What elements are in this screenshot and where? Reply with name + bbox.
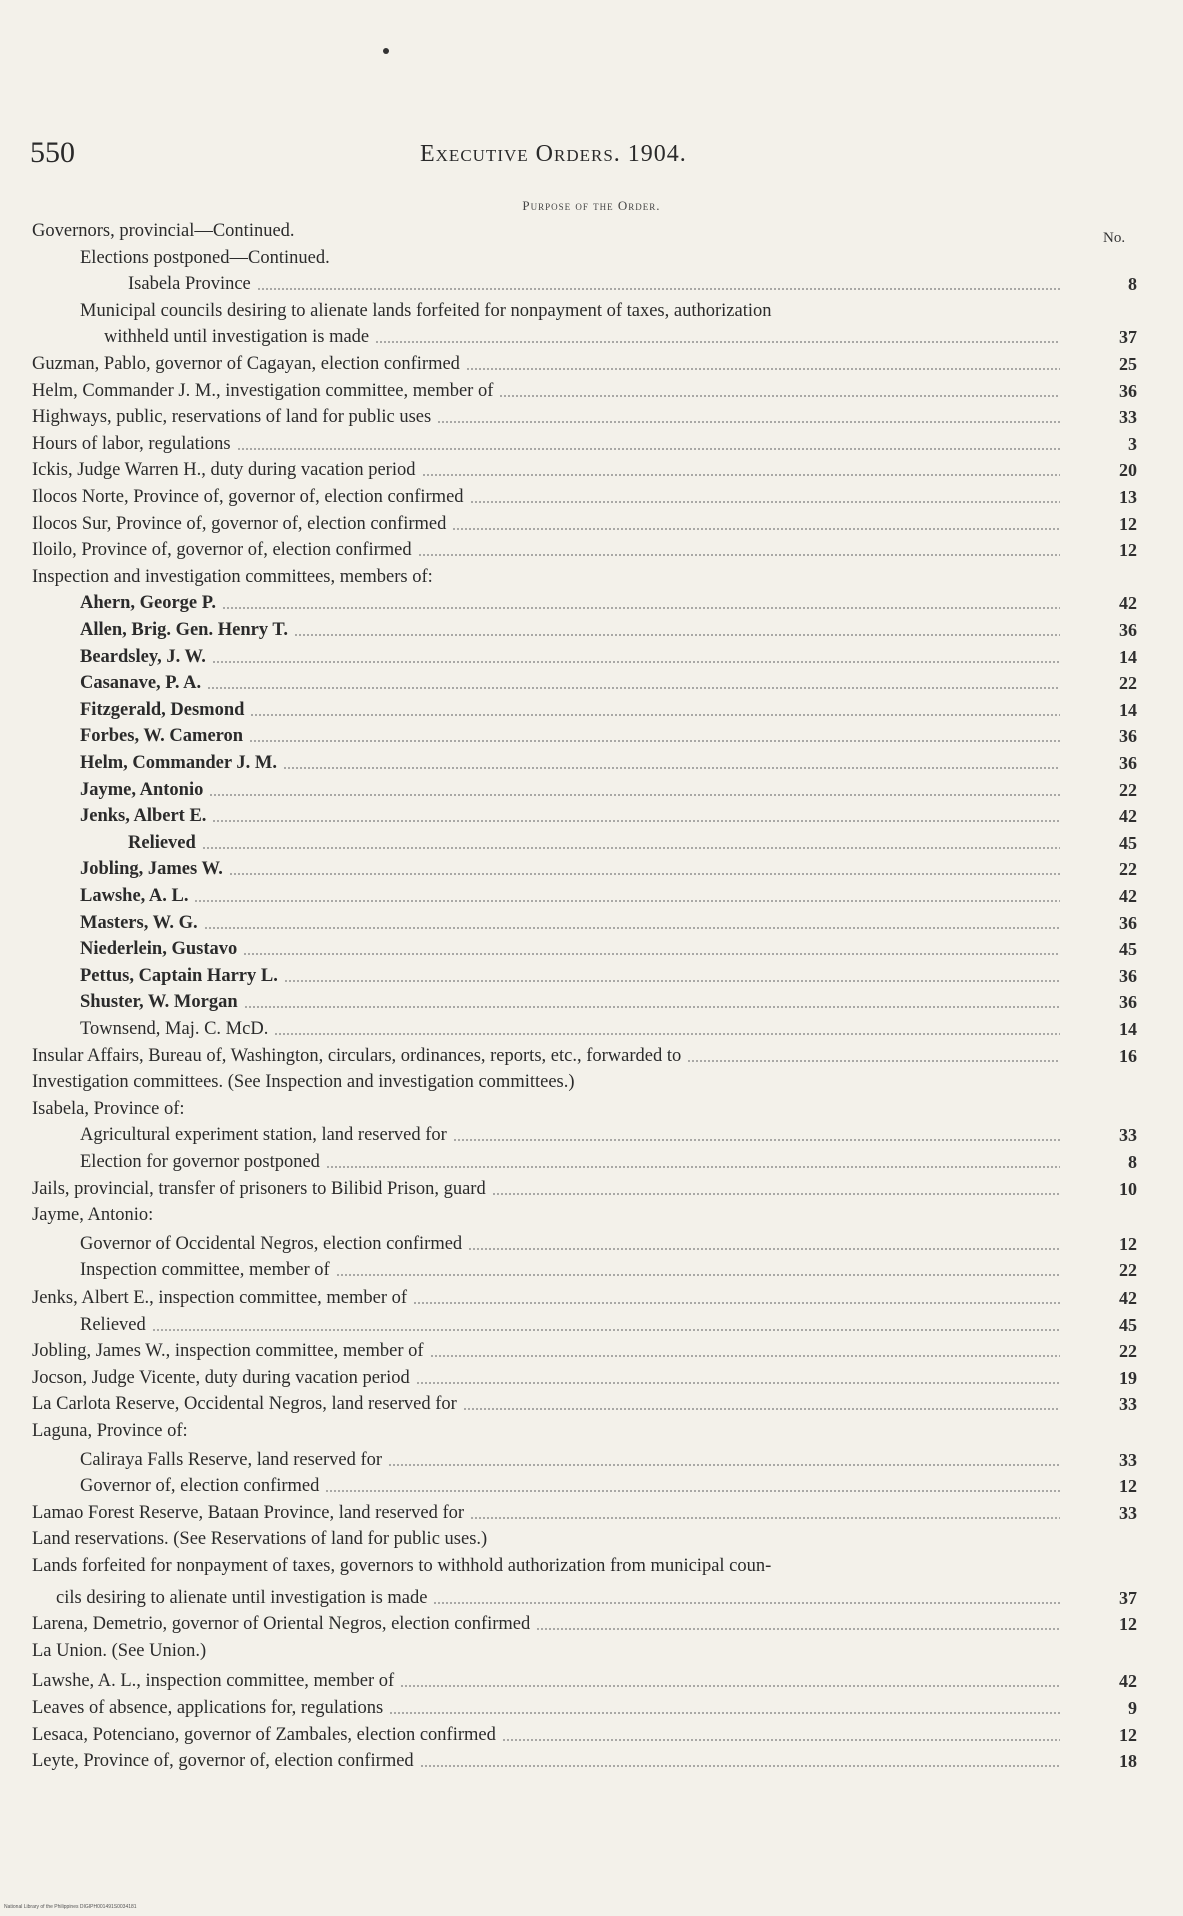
printer-dot-mark: [383, 48, 389, 54]
index-entry: [80, 803, 1060, 829]
index-entry: [80, 1312, 1060, 1338]
entry-text: Governors, provincial—Continued.: [32, 221, 295, 241]
entry-text: Agricultural experiment station, land reserved for: [80, 1125, 447, 1146]
index-entry: [80, 1231, 1060, 1257]
index-entry: [80, 750, 1060, 776]
entry-text: Jenks, Albert E.: [80, 806, 207, 827]
entry-text: Leyte, Province of, governor of, election confirmed: [32, 1751, 414, 1772]
entry-text: Relieved: [128, 832, 196, 853]
entry-text: Niederlein, Gustavo: [80, 939, 238, 960]
order-number: 22: [1119, 673, 1137, 694]
leader-dots: [202, 847, 1060, 849]
index-entry: [80, 245, 1060, 271]
index-entry: [32, 564, 1060, 590]
index-entry: [32, 537, 1060, 563]
order-number: 14: [1119, 1019, 1137, 1039]
order-number: 22: [1119, 859, 1137, 880]
index-entry: [80, 910, 1060, 936]
order-number: 12: [1119, 513, 1137, 534]
leader-dots: [222, 607, 1060, 609]
index-entry: [32, 511, 1060, 537]
index-entry: [32, 1096, 1060, 1122]
order-number: 10: [1119, 1178, 1137, 1199]
leader-dots: [283, 767, 1060, 769]
leader-dots: [194, 900, 1060, 902]
leader-dots: [418, 554, 1060, 556]
order-number: 42: [1119, 593, 1137, 614]
entry-text: Jobling, James W.: [80, 859, 223, 880]
order-number: 12: [1119, 1233, 1137, 1254]
leader-dots: [422, 474, 1061, 476]
order-number: 22: [1119, 1260, 1137, 1281]
order-number: 33: [1119, 1502, 1137, 1523]
entry-text: Jails, provincial, transfer of prisoners to Bilibid Prison, guard: [32, 1178, 486, 1199]
leader-dots: [466, 368, 1060, 370]
index-entry: [80, 989, 1060, 1015]
leader-dots: [284, 980, 1060, 982]
index-entry: [32, 1668, 1060, 1694]
entry-text: La Union. (See Union.): [32, 1640, 207, 1661]
index-entry: [32, 1500, 1060, 1526]
index-entry: [56, 1585, 1060, 1611]
index-entry: [32, 1043, 1060, 1069]
leader-dots: [502, 1739, 1060, 1741]
order-number: 36: [1119, 753, 1137, 773]
entry-text: Inspection and investigation committees, members of:: [32, 566, 433, 587]
index-entry: [32, 1365, 1060, 1391]
order-number: 42: [1119, 1671, 1137, 1692]
leader-dots: [389, 1712, 1060, 1714]
leader-dots: [336, 1274, 1060, 1276]
order-number: 20: [1119, 460, 1137, 481]
entry-text: Iloilo, Province of, governor of, election confirmed: [32, 540, 412, 561]
index-entry: [32, 431, 1060, 457]
entry-text: cils desiring to alienate until investigation is made: [56, 1587, 428, 1608]
order-number: 12: [1119, 1476, 1137, 1497]
index-entry: [32, 1611, 1060, 1637]
leader-dots: [250, 714, 1060, 716]
leader-dots: [326, 1166, 1060, 1168]
order-number: 18: [1119, 1751, 1137, 1772]
order-number: 36: [1119, 965, 1137, 986]
order-number: 42: [1119, 806, 1137, 827]
entry-text: Highways, public, reservations of land for public uses: [32, 407, 432, 428]
index-entry: [128, 830, 1060, 856]
index-entry: [32, 484, 1060, 510]
entry-text: Allen, Brig. Gen. Henry T.: [80, 620, 288, 640]
index-entry: [32, 1202, 1060, 1228]
index-entry: [80, 617, 1060, 643]
index-entry: [32, 1695, 1060, 1721]
order-number: 19: [1119, 1367, 1137, 1388]
order-number: 12: [1119, 540, 1137, 561]
order-number: 36: [1119, 726, 1137, 747]
order-number: 22: [1119, 1341, 1137, 1362]
order-number: 36: [1119, 912, 1137, 933]
leader-dots: [433, 1602, 1060, 1604]
running-head: Executive Orders. 1904.: [420, 141, 687, 167]
leader-dots: [453, 1139, 1060, 1141]
leader-dots: [212, 661, 1060, 663]
entry-text: Hours of labor, regulations: [32, 433, 231, 454]
index-entry: [80, 1447, 1060, 1473]
entry-text: Townsend, Maj. C. McD.: [80, 1019, 269, 1039]
leader-dots: [212, 820, 1060, 822]
entry-text: Lands forfeited for nonpayment of taxes, governors to withhold authorization from municipal coun-: [32, 1556, 772, 1576]
leader-dots: [257, 288, 1060, 290]
entry-text: Election for governor postponed: [80, 1152, 320, 1172]
entry-text: Ilocos Norte, Province of, governor of, election confirmed: [32, 487, 464, 507]
index-entry: [80, 697, 1060, 723]
entry-text: Jenks, Albert E., inspection committee, member of: [32, 1288, 408, 1308]
leader-dots: [430, 1355, 1060, 1357]
index-entry: [80, 1149, 1060, 1175]
index-entry: [32, 1722, 1060, 1748]
entry-text: Helm, Commander J. M.: [80, 753, 277, 773]
leader-dots: [687, 1060, 1060, 1062]
entry-text: Beardsley, J. W.: [80, 646, 206, 667]
index-entry: [32, 1748, 1060, 1774]
order-number: 36: [1119, 992, 1137, 1013]
order-number: 42: [1119, 1288, 1137, 1308]
order-number: 45: [1119, 939, 1137, 960]
order-number: 13: [1119, 487, 1137, 507]
leader-dots: [492, 1193, 1060, 1195]
entry-text: Guzman, Pablo, governor of Cagayan, election confirmed: [32, 354, 460, 374]
entry-text: Investigation committees. (See Inspection and investigation committees.): [32, 1072, 575, 1093]
entry-text: Ahern, George P.: [80, 593, 216, 614]
order-number: 22: [1119, 779, 1137, 800]
leader-dots: [420, 1765, 1060, 1767]
entry-text: Municipal councils desiring to alienate lands forfeited for nonpayment of taxes, authorization: [80, 300, 772, 321]
order-number: 14: [1119, 646, 1137, 667]
entry-text: Lesaca, Potenciano, governor of Zambales, election confirmed: [32, 1724, 496, 1745]
order-number: 12: [1119, 1614, 1137, 1635]
order-number: 25: [1119, 354, 1137, 374]
index-entry: [32, 1285, 1060, 1311]
index-entry: [80, 777, 1060, 803]
index-entry: [80, 1473, 1060, 1499]
order-number: 36: [1119, 620, 1137, 640]
index-entry: [80, 883, 1060, 909]
entry-text: Laguna, Province of:: [32, 1421, 188, 1441]
section-subhead: Purpose of the Order.: [522, 198, 661, 213]
order-number: 36: [1119, 380, 1137, 401]
entry-text: Governor of, election confirmed: [80, 1476, 320, 1497]
entry-text: Leaves of absence, applications for, regulations: [32, 1698, 384, 1718]
page-number: 550: [30, 136, 75, 169]
order-number: 12: [1119, 1724, 1137, 1745]
index-entry: [32, 1638, 1060, 1664]
index-entry: [80, 963, 1060, 989]
order-number: 9: [1128, 1698, 1137, 1718]
entry-text: Jayme, Antonio: [80, 779, 204, 800]
index-entry: [32, 404, 1060, 430]
entry-text: Forbes, W. Cameron: [80, 726, 244, 747]
entry-text: Lawshe, A. L., inspection committee, member of: [32, 1671, 395, 1692]
leader-dots: [470, 501, 1060, 503]
leader-dots: [237, 448, 1060, 450]
order-number: 33: [1119, 407, 1137, 428]
leader-dots: [499, 395, 1060, 397]
entry-text: La Carlota Reserve, Occidental Negros, land reserved for: [32, 1394, 457, 1415]
leader-dots: [437, 421, 1060, 423]
index-entry: [80, 1016, 1060, 1042]
entry-text: Relieved: [80, 1314, 146, 1335]
entry-text: Isabela, Province of:: [32, 1098, 185, 1119]
entry-text: Larena, Demetrio, governor of Oriental Negros, election confirmed: [32, 1614, 531, 1635]
leader-dots: [207, 687, 1060, 689]
entry-text: Inspection committee, member of: [80, 1260, 330, 1281]
index-entry: [80, 936, 1060, 962]
leader-dots: [249, 740, 1060, 742]
leader-dots: [204, 927, 1060, 929]
leader-dots: [229, 873, 1060, 875]
order-number: 42: [1119, 886, 1137, 906]
entry-text: Caliraya Falls Reserve, land reserved for: [80, 1449, 383, 1470]
order-number: 37: [1119, 327, 1137, 348]
order-number: 16: [1119, 1045, 1137, 1066]
order-number: 33: [1119, 1449, 1137, 1470]
leader-dots: [152, 1329, 1060, 1331]
index-entry: [80, 723, 1060, 749]
leader-dots: [243, 953, 1060, 955]
entry-text: Lawshe, A. L.: [80, 886, 189, 906]
order-number: 45: [1119, 1314, 1137, 1335]
index-entry: [80, 644, 1060, 670]
entry-text: Pettus, Captain Harry L.: [80, 965, 278, 986]
index-entry: [32, 218, 1060, 244]
index-entry: [128, 271, 1060, 297]
order-number: 37: [1119, 1587, 1137, 1608]
index-entry: [32, 378, 1060, 404]
entry-text: Elections postponed—Continued.: [80, 247, 330, 268]
index-entry: [80, 670, 1060, 696]
leader-dots: [452, 528, 1060, 530]
index-entry: [80, 1122, 1060, 1148]
entry-text: Insular Affairs, Bureau of, Washington, circulars, ordinances, reports, etc., forwarded to: [32, 1045, 682, 1066]
index-entry: [32, 1176, 1060, 1202]
index-entry: [80, 298, 1060, 324]
leader-dots: [463, 1408, 1060, 1410]
leader-dots: [416, 1382, 1060, 1384]
entry-text: Lamao Forest Reserve, Bataan Province, land reserved for: [32, 1502, 465, 1523]
number-column-label: No.: [1103, 230, 1126, 246]
entry-text: Governor of Occidental Negros, election confirmed: [80, 1233, 463, 1254]
leader-dots: [536, 1628, 1060, 1630]
entry-text: Casanave, P. A.: [80, 673, 202, 694]
entry-text: Helm, Commander J. M., investigation committee, member of: [32, 380, 494, 401]
index-entry: [32, 1553, 1060, 1579]
leader-dots: [209, 794, 1060, 796]
order-number: 3: [1128, 433, 1137, 454]
leader-dots: [375, 341, 1060, 343]
order-number: 45: [1119, 832, 1137, 853]
index-entry: [80, 856, 1060, 882]
entry-text: Jocson, Judge Vicente, duty during vacation period: [32, 1367, 410, 1388]
leader-dots: [470, 1517, 1060, 1519]
leader-dots: [468, 1248, 1060, 1250]
leader-dots: [274, 1033, 1060, 1035]
entry-text: Ickis, Judge Warren H., duty during vacation period: [32, 460, 416, 481]
entry-text: Isabela Province: [128, 274, 251, 295]
index-entry: [80, 1257, 1060, 1283]
index-entry: [80, 590, 1060, 616]
leader-dots: [244, 1006, 1060, 1008]
index-entry: [32, 1338, 1060, 1364]
entry-text: Jobling, James W., inspection committee, member of: [32, 1341, 424, 1362]
order-number: 33: [1119, 1394, 1137, 1415]
entry-text: Masters, W. G.: [80, 912, 198, 933]
entry-text: Shuster, W. Morgan: [80, 992, 238, 1013]
order-number: 8: [1128, 274, 1137, 295]
leader-dots: [325, 1490, 1060, 1492]
entry-text: Fitzgerald, Desmond: [80, 699, 245, 720]
index-entry: [32, 1418, 1060, 1444]
order-number: 14: [1119, 699, 1137, 720]
index-entry: [32, 1069, 1060, 1095]
entry-text: withheld until investigation is made: [104, 327, 370, 348]
index-entry: [104, 324, 1060, 350]
index-entry: [32, 457, 1060, 483]
entry-text: Land reservations. (See Reservations of land for public uses.): [32, 1529, 488, 1550]
order-number: 8: [1128, 1152, 1137, 1172]
entry-text: Ilocos Sur, Province of, governor of, election confirmed: [32, 513, 447, 534]
index-entry: [32, 1391, 1060, 1417]
entry-text: Jayme, Antonio:: [32, 1205, 154, 1226]
leader-dots: [400, 1685, 1060, 1687]
archive-footer: National Library of the Philippines DIGIPH001491S0034181: [4, 1904, 137, 1910]
order-number: 33: [1119, 1125, 1137, 1146]
leader-dots: [294, 634, 1060, 636]
index-entry: [32, 351, 1060, 377]
leader-dots: [388, 1464, 1060, 1466]
index-entry: [32, 1526, 1060, 1552]
leader-dots: [413, 1302, 1060, 1304]
